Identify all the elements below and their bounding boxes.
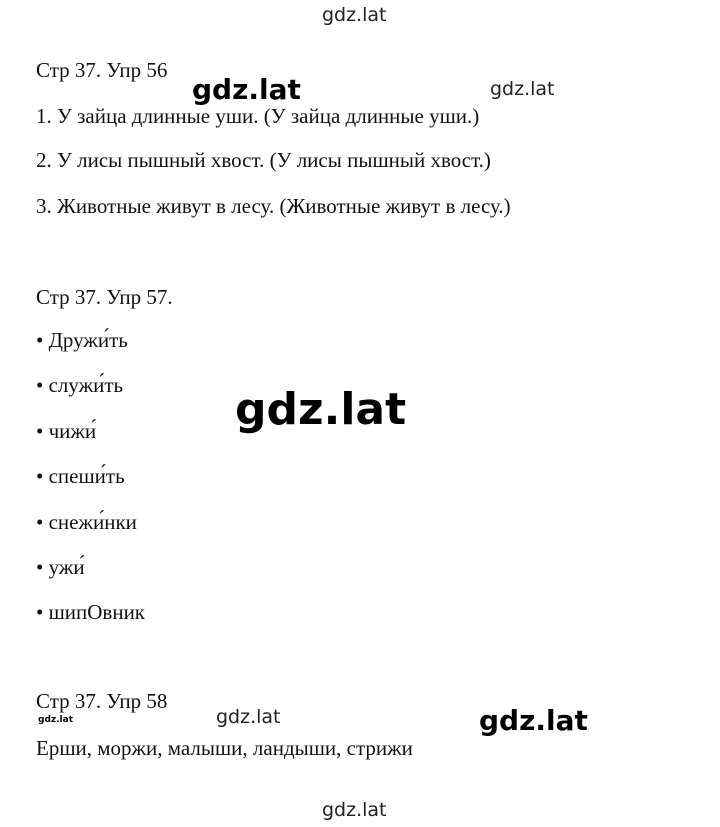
ex57-title: Стр 37. Упр 57.	[36, 285, 173, 309]
ex57-item-1: • Дружи́ть	[36, 328, 128, 352]
ex56-line-1: 1. У зайца длинные уши. (У зайца длинные уши.)	[36, 104, 480, 128]
ex57-item-2: • служи́ть	[36, 373, 124, 397]
ex58-title: Стр 37. Упр 58	[36, 689, 168, 713]
ex57-item-5: • снежи́нки	[36, 510, 137, 534]
watermark-header-right: gdz.lat	[490, 78, 555, 100]
watermark-top: gdz.lat	[322, 4, 387, 26]
watermark-bottom-bold: gdz.lat	[479, 704, 588, 737]
ex56-line-3: 3. Животные живут в лесу. (Животные живут в лесу.)	[36, 194, 511, 218]
watermark-footer: gdz.lat	[322, 799, 387, 821]
watermark-bottom-mid: gdz.lat	[216, 706, 281, 728]
ex57-item-3: • чижи́	[36, 419, 97, 443]
watermark-header-bold: gdz.lat	[192, 73, 305, 106]
ex56-line-2: 2. У лисы пышный хвост. (У лисы пышный хвост.)	[36, 148, 491, 172]
ex57-item-7: • шипОвник	[36, 600, 146, 624]
ex58-text: Ерши, моржи, малыши, ландыши, стрижи	[36, 736, 413, 760]
ex57-item-6: • ужи́	[36, 555, 85, 579]
watermark-bottom-tiny: gdz.lat	[38, 715, 74, 725]
ex57-item-4: • спеши́ть	[36, 464, 125, 488]
watermark-center: gdz.lat	[235, 384, 407, 435]
ex56-title: Стр 37. Упр 56	[36, 58, 168, 82]
